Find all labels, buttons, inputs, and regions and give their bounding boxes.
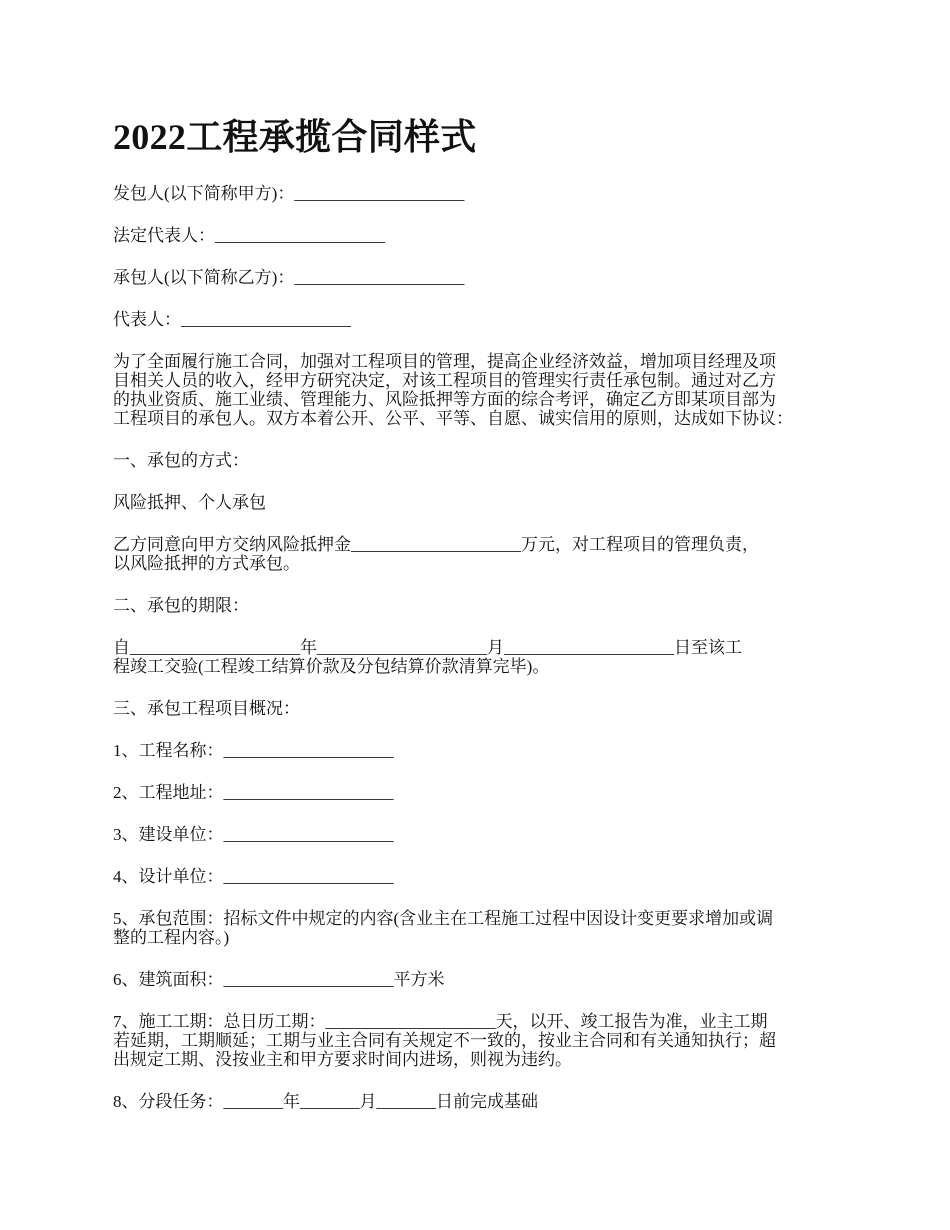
section-1-heading: 一、承包的方式： [113, 451, 249, 470]
item-schedule-line: 7、施工工期：总日历工期：____________________天，以开、竣工报告为准，业主工期 [113, 1012, 768, 1031]
section-2-heading: 二、承包的期限： [113, 596, 249, 615]
deposit-line: 以风险抵押的方式承包。 [113, 554, 300, 573]
item-design-unit: 4、设计单位：____________________ [113, 867, 394, 886]
period-line: 程竣工交验(工程竣工结算价款及分包结算价款清算完毕)。 [113, 657, 550, 676]
document-page [113, 112, 843, 1111]
representative-line: 代表人：____________________ [113, 310, 351, 329]
item-schedule-paragraph [113, 1012, 843, 1069]
item-scope-paragraph [113, 909, 843, 947]
section-3-heading: 三、承包工程项目概况： [113, 699, 300, 718]
intro-line: 工程项目的承包人。双方本着公开、公平、平等、自愿、诚实信用的原则，达成如下协议： [113, 409, 793, 428]
item-schedule-line: 出规定工期、没按业主和甲方要求时间内进场，则视为违约。 [113, 1050, 572, 1069]
item-project-name: 1、工程名称：____________________ [113, 741, 394, 760]
deposit-line: 乙方同意向甲方交纳风险抵押金____________________万元，对工程项目的管理负责， [113, 535, 759, 554]
period-paragraph [113, 638, 843, 676]
document-title: 2022工程承揽合同样式 [113, 117, 477, 157]
item-building-area: 6、建筑面积：____________________平方米 [113, 970, 445, 989]
section-1-text: 风险抵押、个人承包 [113, 493, 266, 512]
deposit-paragraph [113, 535, 843, 573]
item-construction-unit: 3、建设单位：____________________ [113, 825, 394, 844]
item-phase-task: 8、分段任务：_______年_______月_______日前完成基础 [113, 1092, 538, 1111]
party-b-line: 承包人(以下简称乙方)：____________________ [113, 268, 465, 287]
intro-line: 为了全面履行施工合同，加强对工程项目的管理，提高企业经济效益，增加项目经理及项 [113, 352, 776, 371]
intro-line: 目相关人员的收入，经甲方研究决定，对该工程项目的管理实行责任承包制。通过对乙方 [113, 371, 776, 390]
period-line: 自____________________年____________________月____________________日至该工 [113, 638, 742, 657]
intro-paragraph [113, 352, 843, 428]
legal-representative-line: 法定代表人：____________________ [113, 226, 385, 245]
intro-line: 的执业资质、施工业绩、管理能力、风险抵押等方面的综合考评，确定乙方即某项目部为 [113, 390, 776, 409]
item-schedule-line: 若延期，工期顺延；工期与业主合同有关规定不一致的，按业主合同和有关通知执行；超 [113, 1031, 776, 1050]
item-scope-line: 5、承包范围：招标文件中规定的内容(含业主在工程施工过程中因设计变更要求增加或调 [113, 909, 774, 928]
item-scope-line: 整的工程内容。) [113, 928, 230, 947]
party-a-line: 发包人(以下简称甲方)：____________________ [113, 184, 465, 203]
item-project-address: 2、工程地址：____________________ [113, 783, 394, 802]
